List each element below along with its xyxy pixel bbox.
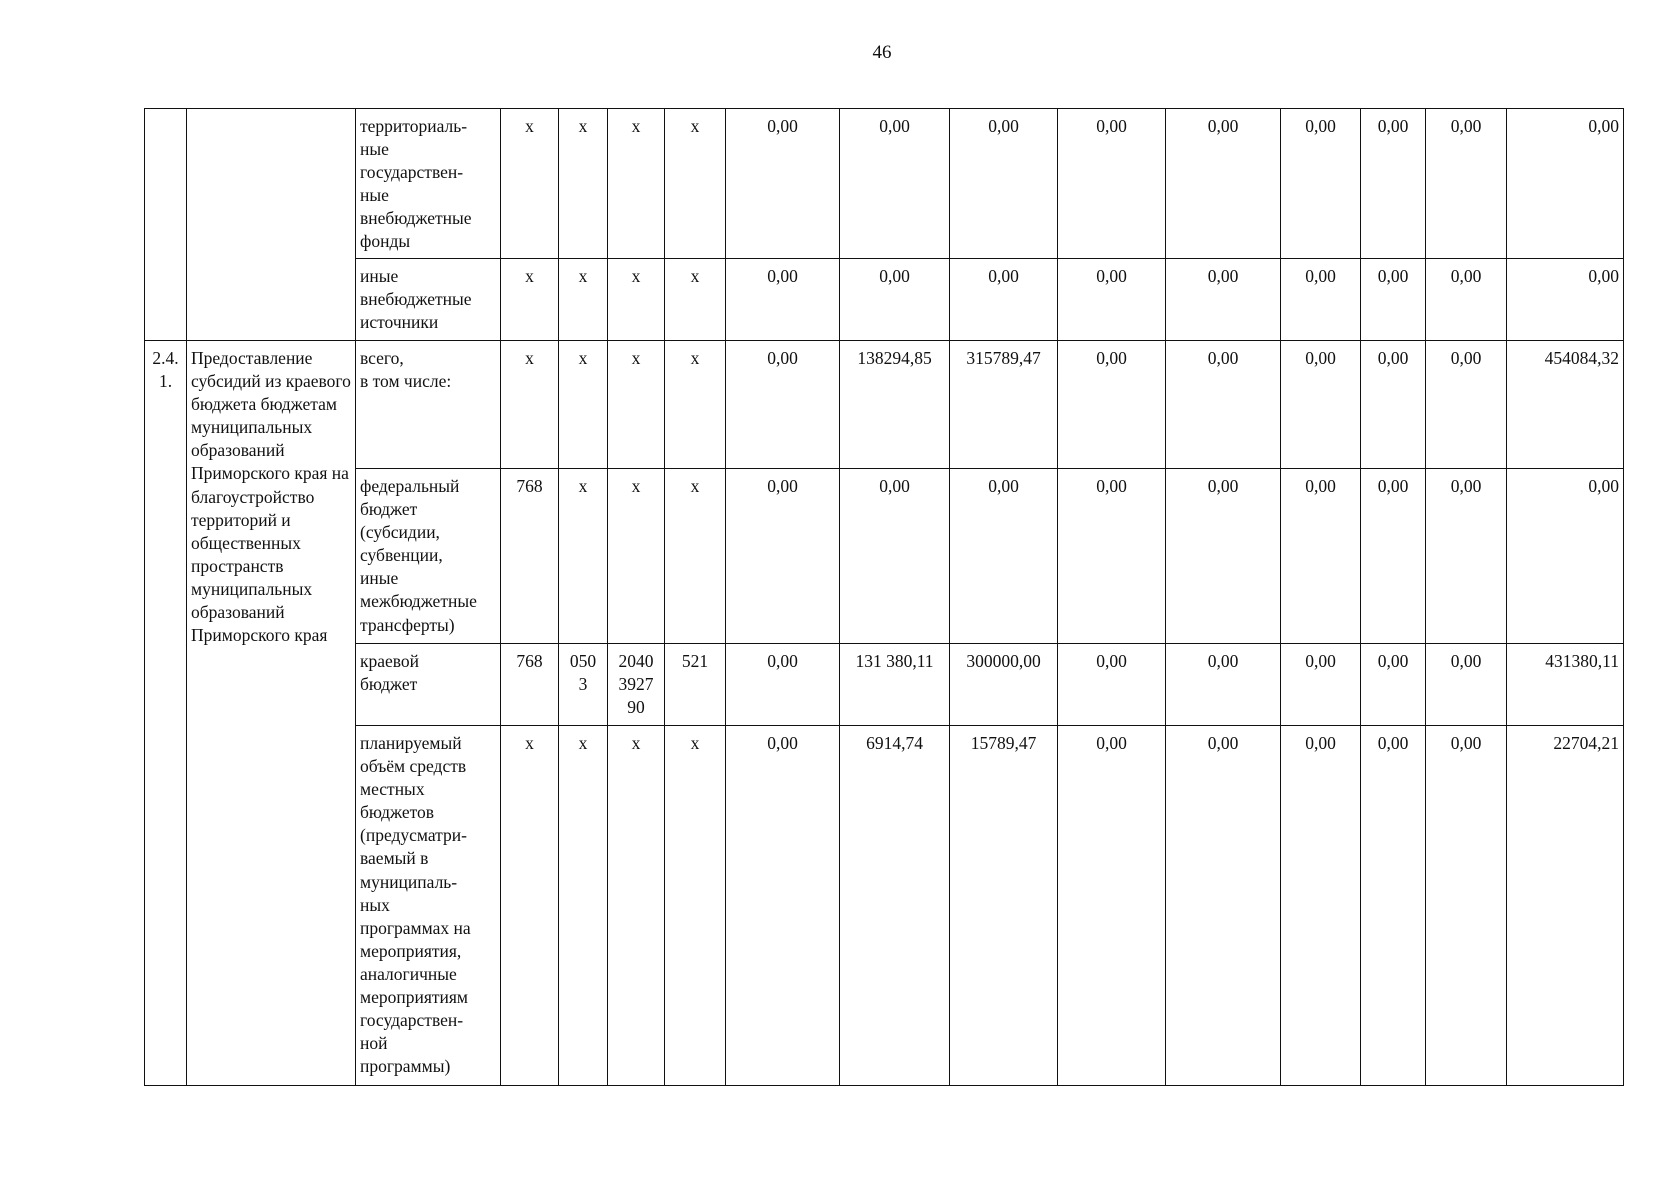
section-title: Предоставление субсидий из краевого бюджета бюджетам муниципальных образований Приморского края на благоустройство территорий и общественных пространств муниципальных образований Приморского края [187, 341, 356, 1086]
vr-code: x [665, 469, 726, 644]
value-cell: 0,00 [1166, 341, 1281, 469]
vr-code: x [665, 726, 726, 1086]
csr-code: 2040 3927 90 [608, 644, 665, 726]
csr-code: x [608, 341, 665, 469]
value-cell: 0,00 [1058, 726, 1166, 1086]
value-cell: 315789,47 [950, 341, 1058, 469]
table-row [145, 341, 1624, 469]
grbs-code: x [501, 726, 559, 1086]
value-cell: 0,00 [1507, 109, 1624, 259]
value-cell: 0,00 [950, 259, 1058, 341]
rzpr-code: x [559, 726, 608, 1086]
rzpr-code: x [559, 109, 608, 259]
value-cell: 0,00 [1426, 341, 1507, 469]
grbs-code: x [501, 109, 559, 259]
table-row [145, 469, 1624, 644]
value-cell: 0,00 [1281, 259, 1361, 341]
section-number: 2.4. 1. [145, 341, 187, 1086]
value-cell: 0,00 [1361, 469, 1426, 644]
value-cell: 0,00 [1426, 644, 1507, 726]
value-cell: 0,00 [1361, 644, 1426, 726]
funding-source: иные внебюджетные источники [356, 259, 501, 341]
value-cell: 0,00 [1281, 109, 1361, 259]
value-cell: 0,00 [726, 644, 840, 726]
value-cell: 431380,11 [1507, 644, 1624, 726]
value-cell: 0,00 [1426, 469, 1507, 644]
value-cell: 0,00 [1058, 469, 1166, 644]
rzpr-code: x [559, 341, 608, 469]
value-cell: 0,00 [1426, 109, 1507, 259]
value-cell: 0,00 [1281, 644, 1361, 726]
value-cell: 0,00 [1058, 109, 1166, 259]
funding-source: планируемый объём средств местных бюджетов (предусматри- ваемый в муниципаль- ных программах на мероприятия, аналогичные мероприятиям государствен- ной программы) [356, 726, 501, 1086]
value-cell: 0,00 [840, 109, 950, 259]
csr-code: x [608, 259, 665, 341]
vr-code: x [665, 341, 726, 469]
empty-activity-cell [187, 109, 356, 341]
value-cell: 131 380,11 [840, 644, 950, 726]
value-cell: 0,00 [726, 259, 840, 341]
empty-number-cell [145, 109, 187, 341]
value-cell: 0,00 [1361, 341, 1426, 469]
csr-code: x [608, 109, 665, 259]
value-cell: 0,00 [1361, 726, 1426, 1086]
rzpr-code: x [559, 259, 608, 341]
value-cell: 15789,47 [950, 726, 1058, 1086]
value-cell: 0,00 [840, 259, 950, 341]
value-cell: 138294,85 [840, 341, 950, 469]
page-number: 46 [872, 42, 892, 63]
value-cell: 0,00 [1281, 469, 1361, 644]
value-cell: 0,00 [726, 726, 840, 1086]
csr-code: x [608, 726, 665, 1086]
value-cell: 0,00 [1058, 259, 1166, 341]
table-row [145, 644, 1624, 726]
value-cell: 0,00 [1426, 259, 1507, 341]
value-cell: 0,00 [1166, 469, 1281, 644]
table-row [145, 109, 1624, 259]
grbs-code: 768 [501, 644, 559, 726]
budget-table [144, 108, 1624, 1086]
value-cell: 0,00 [1166, 259, 1281, 341]
value-cell: 0,00 [1058, 644, 1166, 726]
value-cell: 0,00 [1361, 259, 1426, 341]
value-cell: 0,00 [950, 469, 1058, 644]
value-cell: 0,00 [950, 109, 1058, 259]
table-row [145, 726, 1624, 1086]
value-cell: 0,00 [1166, 644, 1281, 726]
value-cell: 0,00 [726, 109, 840, 259]
funding-source: краевой бюджет [356, 644, 501, 726]
table-row [145, 259, 1624, 341]
grbs-code: x [501, 259, 559, 341]
value-cell: 0,00 [1058, 341, 1166, 469]
rzpr-code: 050 3 [559, 644, 608, 726]
funding-source: федеральный бюджет (субсидии, субвенции, иные межбюджетные трансферты) [356, 469, 501, 644]
vr-code: x [665, 259, 726, 341]
value-cell: 0,00 [1281, 341, 1361, 469]
funding-source: территориаль- ные государствен- ные внебюджетные фонды [356, 109, 501, 259]
value-cell: 0,00 [1426, 726, 1507, 1086]
grbs-code: x [501, 341, 559, 469]
value-cell: 0,00 [840, 469, 950, 644]
rzpr-code: x [559, 469, 608, 644]
value-cell: 0,00 [1166, 726, 1281, 1086]
value-cell: 0,00 [1281, 726, 1361, 1086]
value-cell: 454084,32 [1507, 341, 1624, 469]
value-cell: 0,00 [1507, 259, 1624, 341]
vr-code: x [665, 109, 726, 259]
value-cell: 6914,74 [840, 726, 950, 1086]
grbs-code: 768 [501, 469, 559, 644]
value-cell: 0,00 [726, 341, 840, 469]
value-cell: 0,00 [1507, 469, 1624, 644]
value-cell: 0,00 [1361, 109, 1426, 259]
value-cell: 300000,00 [950, 644, 1058, 726]
value-cell: 0,00 [1166, 109, 1281, 259]
value-cell: 22704,21 [1507, 726, 1624, 1086]
value-cell: 0,00 [726, 469, 840, 644]
csr-code: x [608, 469, 665, 644]
vr-code: 521 [665, 644, 726, 726]
funding-source: всего, в том числе: [356, 341, 501, 469]
